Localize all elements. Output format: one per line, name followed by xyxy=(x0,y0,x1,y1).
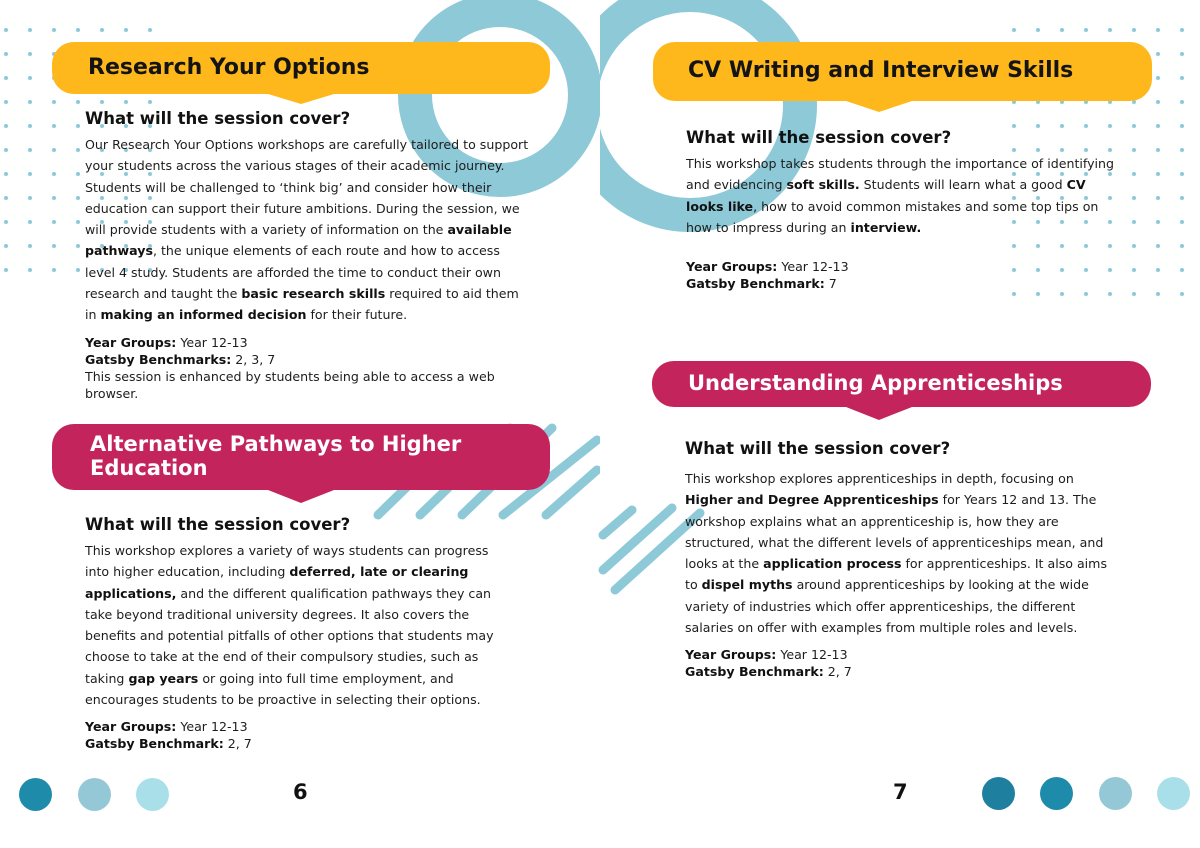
section-body xyxy=(85,134,533,326)
gatsby-value: 2, 3, 7 xyxy=(231,351,276,367)
section-heading: What will the session cover? xyxy=(85,109,351,128)
footer-dot xyxy=(136,778,169,811)
gatsby-label: Gatsby Benchmark: xyxy=(685,664,824,680)
body-text: for Years 12 and 13. The workshop explains what an apprenticeship is, how they are structured, what the different levels of apprenticeships mean, and looks at the xyxy=(685,492,1104,572)
footer-dot xyxy=(1157,777,1190,810)
footer-dot xyxy=(19,778,52,811)
page-number-left: 6 xyxy=(293,780,308,804)
body-text: , the unique elements of each route and how to access level 4 study. Students are afforded the time to conduct their own research and taught the xyxy=(85,243,501,302)
body-text: around apprenticeships by looking at the wide variety of industries which offer apprenticeships, the different salaries on offer with examples from multiple roles and levels. xyxy=(685,577,1089,636)
section-title: CV Writing and Interview Skills xyxy=(688,58,1074,84)
year-groups-label: Year Groups: xyxy=(85,334,177,350)
pointer-alternative xyxy=(268,490,334,503)
gatsby-label: Gatsby Benchmarks: xyxy=(85,351,232,367)
pointer-cv xyxy=(846,101,912,112)
year-groups-label: Year Groups: xyxy=(685,647,777,663)
emphasis-text: dispel myths xyxy=(701,577,793,593)
banner-cv-writing xyxy=(653,42,1152,101)
body-text: for apprenticeships. It also aims to xyxy=(685,556,1108,593)
body-text: for their future. xyxy=(306,307,408,323)
session-meta xyxy=(686,258,1122,292)
session-note: This session is enhanced by students being able to access a web browser. xyxy=(85,368,495,401)
footer-dot xyxy=(982,777,1015,810)
session-meta xyxy=(85,334,533,402)
year-groups-value: Year 12-13 xyxy=(176,334,248,350)
section-title: Research Your Options xyxy=(88,54,370,80)
emphasis-text: basic research skills xyxy=(241,286,386,302)
gatsby-value: 2, 7 xyxy=(823,664,852,680)
gatsby-value: 2, 7 xyxy=(223,736,252,752)
year-groups-value: Year 12-13 xyxy=(776,647,848,663)
footer-dot xyxy=(1099,777,1132,810)
section-heading: What will the session cover? xyxy=(686,128,952,147)
section-understanding-apprenticeships xyxy=(685,438,1117,680)
footer-dot xyxy=(78,778,111,811)
banner-alternative-pathways xyxy=(52,424,550,490)
session-meta xyxy=(685,646,1117,680)
year-groups-label: Year Groups: xyxy=(686,259,778,275)
emphasis-text: Higher and Degree Apprenticeships xyxy=(685,492,939,508)
gatsby-label: Gatsby Benchmark: xyxy=(85,736,224,752)
session-meta xyxy=(85,718,505,752)
banner-research-your-options xyxy=(52,42,550,94)
emphasis-text: deferred, late or clearing applications, xyxy=(85,564,469,601)
emphasis-text: application process xyxy=(763,556,902,572)
pointer-research xyxy=(268,94,334,104)
section-title: Understanding Apprenticeships xyxy=(688,371,1063,396)
body-text: or going into full time employment, and encourages students to be proactive in selecting their options. xyxy=(85,670,481,708)
section-cv-writing xyxy=(686,127,1122,292)
emphasis-text: making an informed decision xyxy=(100,307,307,323)
body-text: required to aid them in xyxy=(85,286,519,323)
banner-understanding-apprenticeships xyxy=(652,361,1151,407)
emphasis-text: interview. xyxy=(850,219,922,235)
emphasis-text: gap years xyxy=(128,670,199,686)
section-alternative-pathways xyxy=(85,514,505,752)
body-text: and the different qualification pathways they can take beyond traditional university degrees. It also covers the benefits and potential pitfalls of other options that students may choose to take at the end of their compulsory studies, such as taking xyxy=(85,585,494,686)
section-title: Alternative Pathways to Higher Education xyxy=(90,432,462,480)
section-body xyxy=(85,540,505,710)
year-groups-label: Year Groups: xyxy=(85,719,177,735)
emphasis-text: CV looks like xyxy=(686,177,1086,214)
page-number-right: 7 xyxy=(893,780,908,804)
emphasis-text: soft skills. xyxy=(786,177,860,193)
body-text: Our Research Your Options workshops are carefully tailored to support your students across the various stages of their academic journey. Students will be challenged to ‘think big’ and consider how their education can support their future ambitions. During the session, we will provide students with a variety of information on the xyxy=(85,137,529,238)
body-text: This workshop explores apprenticeships in depth, focusing on xyxy=(685,471,1074,486)
body-text: This workshop takes students through the importance of identifying and evidencing xyxy=(686,156,1115,193)
section-body xyxy=(686,153,1122,238)
section-heading: What will the session cover? xyxy=(85,515,351,534)
gatsby-value: 7 xyxy=(824,276,837,292)
gatsby-label: Gatsby Benchmark: xyxy=(686,276,825,292)
body-text: This workshop explores a variety of ways students can progress into higher education, including xyxy=(85,543,489,580)
pointer-apprenticeships xyxy=(846,407,912,420)
section-heading: What will the session cover? xyxy=(685,439,951,458)
emphasis-text: available pathways xyxy=(85,222,512,259)
section-body xyxy=(685,468,1117,638)
body-text: , how to avoid common mistakes and some top tips on how to impress during an xyxy=(686,198,1099,235)
body-text: Students will learn what a good xyxy=(859,177,1067,193)
section-research-your-options xyxy=(85,108,533,402)
footer-dot xyxy=(1040,777,1073,810)
year-groups-value: Year 12-13 xyxy=(777,259,849,275)
year-groups-value: Year 12-13 xyxy=(176,719,248,735)
